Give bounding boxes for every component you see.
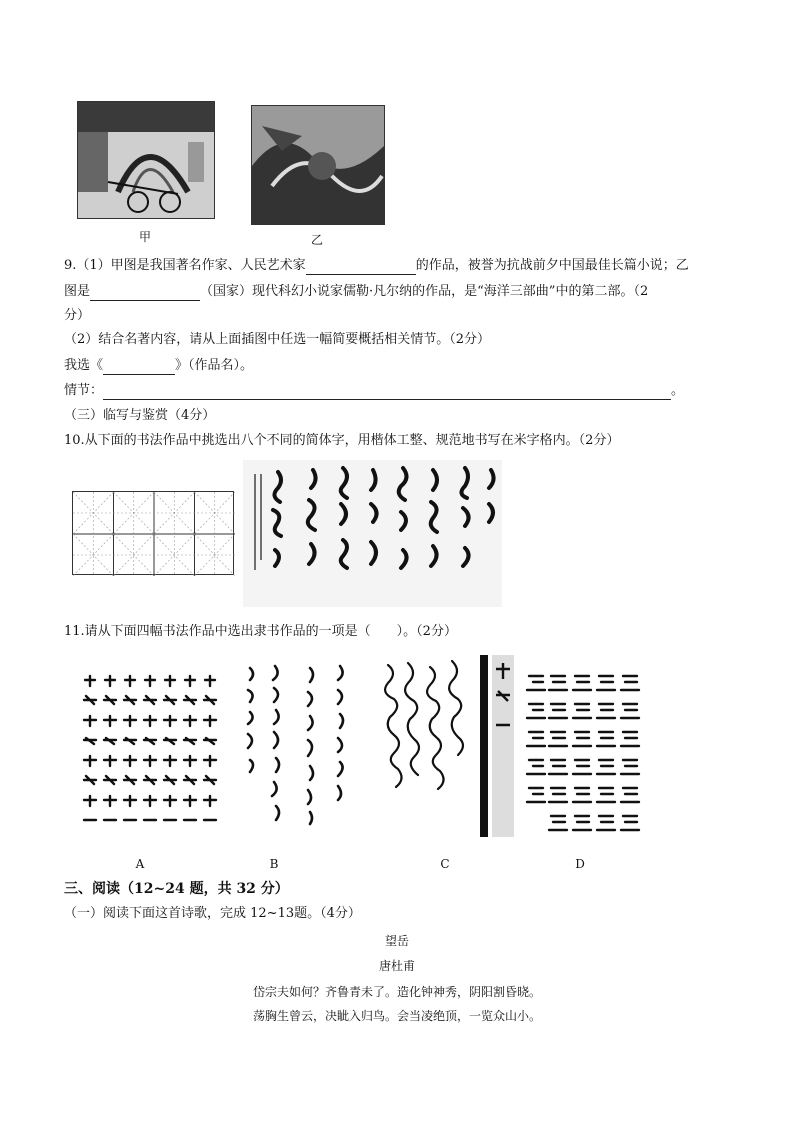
calligraphy-option-c[interactable] xyxy=(380,655,515,837)
q10-text: 10.从下面的书法作品中挑选出八个不同的简体字，用楷体工整、规范地书写在米字格内。（2分） xyxy=(64,433,620,448)
q9-part1-line2 xyxy=(64,283,648,301)
answer-blank-author[interactable] xyxy=(306,260,416,275)
answer-blank-work[interactable] xyxy=(103,360,175,375)
calligraphy-option-a[interactable] xyxy=(80,670,225,838)
poem-author: 唐杜甫 xyxy=(378,959,415,973)
section-3-heading: （三）临写与鉴赏（4分） xyxy=(64,408,216,423)
q9-part1-line3: 分） xyxy=(64,308,91,323)
answer-blank-plot[interactable] xyxy=(103,385,671,400)
q9-plot-line xyxy=(64,382,684,400)
poem-line-1: 岱宗夫如何？齐鲁青未了。造化钟神秀，阴阳割昏晓。 xyxy=(252,985,541,999)
reading-heading: 三、阅读（12~24 题，共 32 分） xyxy=(64,881,289,897)
answer-blank-country[interactable] xyxy=(90,286,200,301)
illustration-yi xyxy=(251,105,385,225)
q9-choose-line xyxy=(64,357,253,375)
q9-text-a: 9.（1）甲图是我国著名作家、人民艺术家 xyxy=(64,258,306,273)
q9-part1-line1 xyxy=(64,257,689,275)
plot-label: 情节： xyxy=(64,383,104,398)
q9-part2: （2）结合名著内容，请从上面插图中任选一幅简要概括相关情节。（2分） xyxy=(64,332,491,347)
caption-jia: 甲 xyxy=(138,230,151,244)
poem-title: 望岳 xyxy=(384,934,409,948)
q9-text-c: 图是 xyxy=(64,284,91,299)
option-label-b[interactable]: B xyxy=(269,857,279,871)
poem-line-2: 荡胸生曾云，决眦入归鸟。会当凌绝顶，一览众山小。 xyxy=(252,1009,541,1023)
rice-grid[interactable] xyxy=(72,491,234,575)
caption-yi: 乙 xyxy=(310,233,323,247)
choose-suffix: 》（作品名）。 xyxy=(175,358,254,373)
option-label-a[interactable]: A xyxy=(135,857,145,871)
option-label-d[interactable]: D xyxy=(575,857,585,871)
reading-subheading: （一）阅读下面这首诗歌，完成 12~13题。（4分） xyxy=(64,906,361,921)
q9-text-b: 的作品，被誉为抗战前夕中国最佳长篇小说；乙 xyxy=(415,258,689,273)
calligraphy-artwork-q10 xyxy=(243,460,502,607)
option-label-c[interactable]: C xyxy=(440,857,450,871)
q11-text: 11.请从下面四幅书法作品中选出隶书作品的一项是（ ）。（2分） xyxy=(64,624,457,639)
choose-label: 我选《 xyxy=(64,358,104,373)
plot-end: 。 xyxy=(671,383,685,398)
calligraphy-option-b[interactable] xyxy=(240,660,360,835)
q9-text-d: （国家）现代科幻小说家儒勒·凡尔纳的作品，是“海洋三部曲”中的第二部。（2 xyxy=(200,284,649,299)
calligraphy-option-d[interactable] xyxy=(523,668,658,838)
illustration-jia xyxy=(77,101,215,219)
